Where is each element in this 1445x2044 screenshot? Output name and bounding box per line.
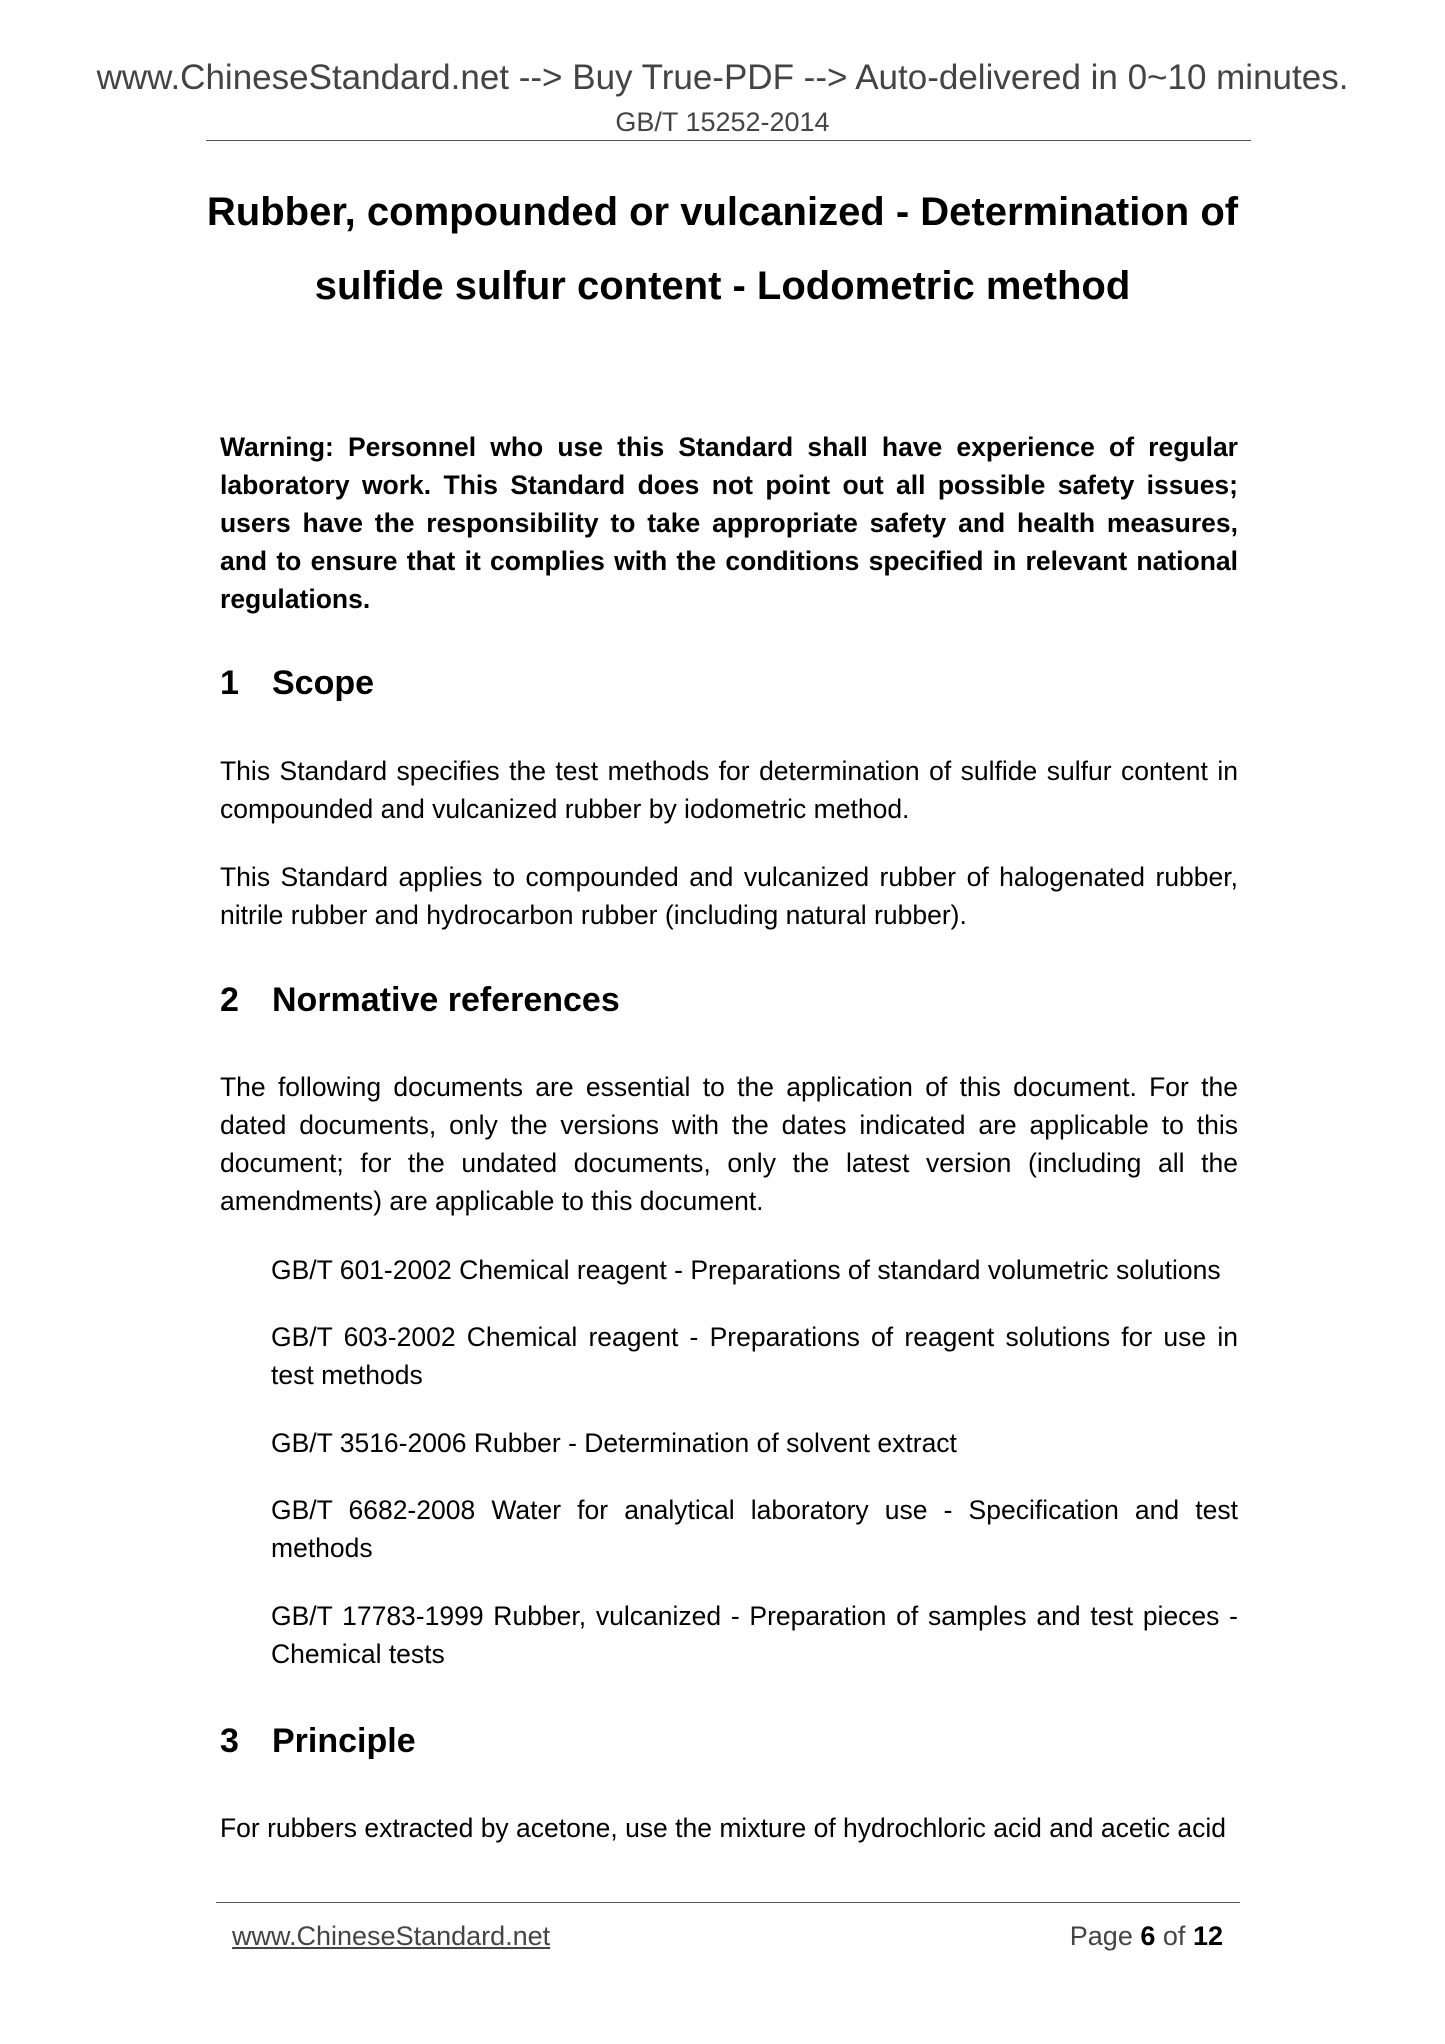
scope-paragraph-1: This Standard specifies the test methods for determination of sulfide sulfur content in compounded and vulcanized rubber by iodometric method.	[220, 756, 1238, 824]
reference-item: GB/T 6682-2008 Water for analytical laboratory use - Specification and test methods	[271, 1495, 1238, 1563]
reference-item: GB/T 3516-2006 Rubber - Determination of solvent extract	[271, 1428, 957, 1458]
section-title: Normative references	[272, 981, 620, 1019]
footer-website-link[interactable]: www.ChineseStandard.net	[232, 1921, 551, 1951]
page-indicator	[1070, 1919, 1223, 1953]
page-of: of	[1162, 1921, 1186, 1951]
banner-text: www.ChineseStandard.net --> Buy True-PDF --> Auto-delivered in 0~10 minutes.	[96, 58, 1349, 97]
header-divider	[206, 140, 1251, 141]
warning-paragraph: Warning: Personnel who use this Standard shall have experience of regular laboratory work. This Standard does not point out all possible safety issues; users have the responsibility to take appropriate safety and health measures, and to ensure that it complies with the conditions specified in relevant national regulations.	[220, 432, 1238, 614]
reference-item: GB/T 603-2002 Chemical reagent - Preparations of reagent solutions for use in test methods	[271, 1322, 1238, 1390]
section-heading-principle	[220, 1721, 416, 1761]
standard-code: GB/T 15252-2014	[615, 107, 830, 137]
footer-divider	[216, 1902, 1240, 1903]
section-heading-scope	[220, 663, 374, 703]
normative-intro-paragraph: The following documents are essential to the application of this document. For the dated documents, only the versions with the dates indicated are applicable to this document; for the undated documents, only the latest version (including all the amendments) are applicable to this document.	[220, 1072, 1238, 1216]
reference-item: GB/T 17783-1999 Rubber, vulcanized - Preparation of samples and test pieces - Chemical tests	[271, 1601, 1238, 1669]
page-current: 6	[1140, 1921, 1156, 1951]
principle-paragraph-1: For rubbers extracted by acetone, use the mixture of hydrochloric acid and acetic acid	[220, 1813, 1227, 1843]
page-total: 12	[1192, 1921, 1223, 1951]
document-title-line-2: sulfide sulfur content - Lodometric method	[314, 264, 1131, 308]
section-number: 1	[220, 664, 239, 702]
reference-item: GB/T 601-2002 Chemical reagent - Preparations of standard volumetric solutions	[271, 1255, 1221, 1285]
section-heading-normative-references	[220, 980, 620, 1020]
section-title: Scope	[272, 664, 375, 702]
scope-paragraph-2: This Standard applies to compounded and vulcanized rubber of halogenated rubber, nitrile rubber and hydrocarbon rubber (including natural rubber).	[220, 862, 1238, 930]
page-label: Page	[1069, 1921, 1133, 1951]
section-number: 2	[220, 981, 239, 1019]
section-title: Principle	[272, 1722, 416, 1760]
section-number: 3	[220, 1722, 239, 1760]
document-title-line-1: Rubber, compounded or vulcanized - Determination of	[206, 190, 1239, 234]
